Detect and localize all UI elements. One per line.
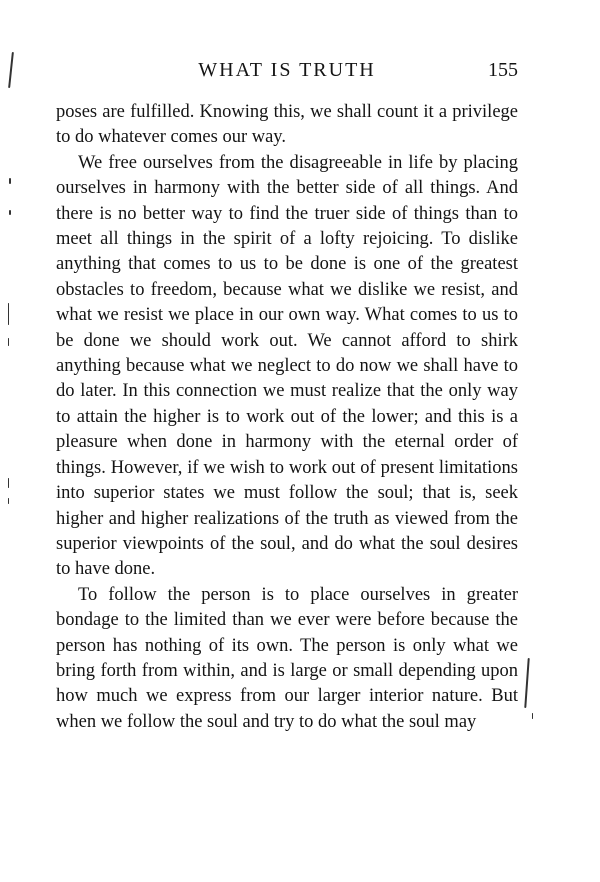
scan-mark xyxy=(9,210,11,215)
scan-mark xyxy=(9,178,11,184)
paragraph-continued: poses are fulfilled. Knowing this, we shall count it a privilege to do whatever comes our way. xyxy=(56,102,518,148)
scan-mark xyxy=(532,713,533,719)
paragraph: We free ourselves from the disagreeable in life by placing ourselves in harmony with the better side of all things. And there is no better way to find the truer side of things than to meet all things in the spirit of a lofty rejoicing. To dislike anything that comes to us to be done is one of the greatest obstacles to freedom, because what we dislike we resist, and what we resist we place in our own way. What comes to us to be done we should work out. We cannot afford to shirk anything because what we neglect to do now we shall have to do later. In this connection we must realize that the only way to attain the higher is to work out of the lower; and this is a pleasure when done in harmony with the eternal order of things. However, if we wish to work out of present limitations into superior states we must follow the soul; that is, seek higher and higher realizations of the truth as viewed from the superior viewpoints of the soul, and do what the soul desires to have done. xyxy=(56,152,518,580)
scan-mark xyxy=(8,498,9,504)
page-number: 155 xyxy=(488,59,518,81)
scan-mark xyxy=(8,478,9,488)
body-text xyxy=(56,100,518,735)
running-head xyxy=(56,57,518,83)
running-title: WHAT IS TRUTH xyxy=(198,59,376,81)
paragraph: To follow the person is to place ourselves in greater bondage to the limited than we ever were before because the person has nothing of its own. The person is only what we bring forth from within, and is large or small depending upon how much we express from our larger interior nature. But when we follow the soul and try to do what the soul may xyxy=(56,584,518,732)
scan-mark xyxy=(524,658,529,708)
scan-mark xyxy=(8,303,9,325)
scan-mark xyxy=(8,338,9,346)
scan-mark xyxy=(8,52,14,88)
